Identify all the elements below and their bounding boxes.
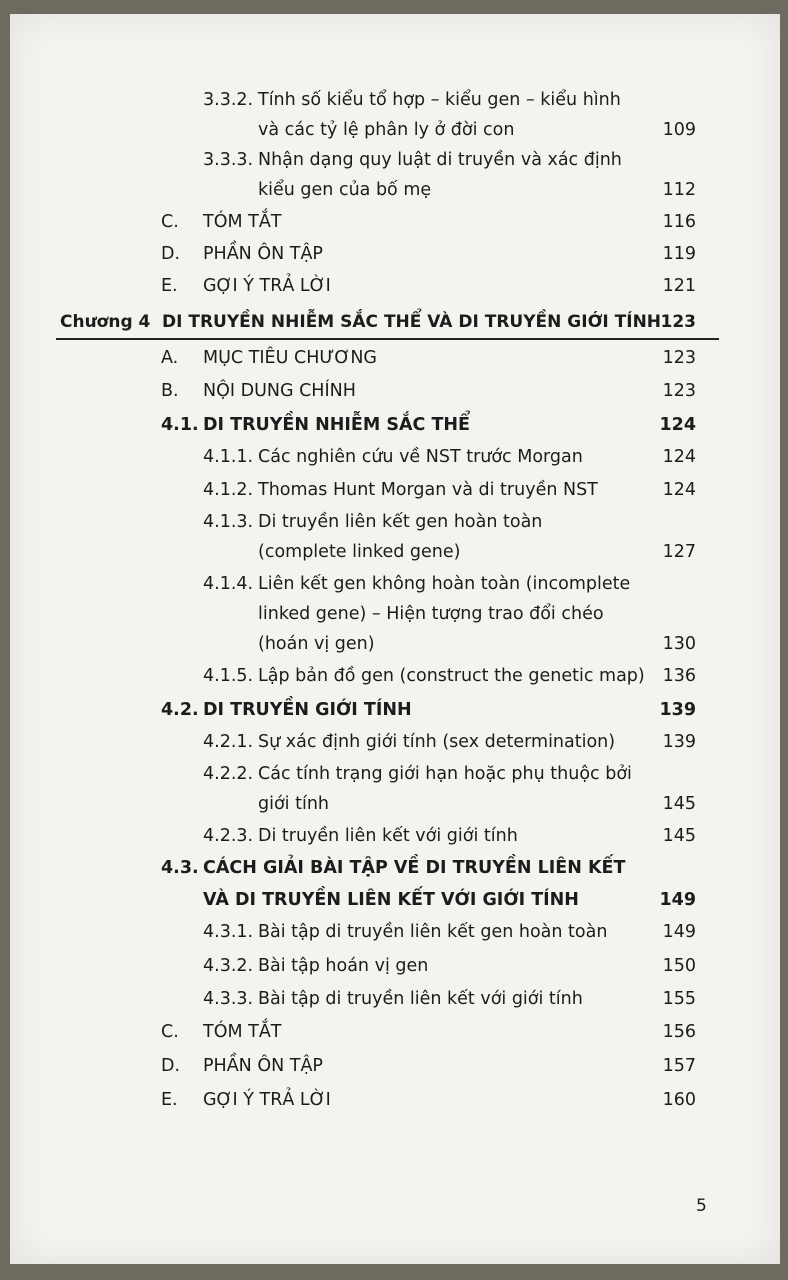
toc-entry-title: Di truyền liên kết với giới tính — [258, 826, 518, 846]
toc-entry-number: 4.2.1. — [203, 732, 254, 752]
toc-entry-number: D. — [161, 244, 181, 264]
toc-entry-page: 155 — [662, 989, 696, 1009]
toc-entry-page: 157 — [662, 1056, 696, 1076]
page-number: 5 — [696, 1196, 707, 1216]
toc-entry-page: 109 — [662, 120, 696, 140]
toc-entry-number: D. — [161, 1056, 181, 1076]
toc-entry-title: GỢI Ý TRẢ LỜI — [203, 276, 331, 296]
toc-entry-number: 4.1.2. — [203, 480, 254, 500]
toc-entry-number: 4.2.3. — [203, 826, 254, 846]
toc-entry-page: 145 — [662, 794, 696, 814]
toc-entry-number: A. — [161, 348, 179, 368]
toc-entry-title-cont: và các tỷ lệ phân ly ở đời con — [258, 120, 515, 140]
toc-entry-title: Liên kết gen không hoàn toàn (incomplete — [258, 574, 631, 594]
toc-entry-page: 121 — [662, 276, 696, 296]
toc-entry-title: NỘI DUNG CHÍNH — [203, 381, 356, 401]
toc-entry-page: 124 — [659, 415, 696, 435]
toc-entry-page: 116 — [662, 212, 696, 232]
toc-entry-title-cont: VÀ DI TRUYỀN LIÊN KẾT VỚI GIỚI TÍNH — [203, 890, 579, 910]
toc-entry-page: 156 — [662, 1022, 696, 1042]
toc-entry-title: TÓM TẮT — [203, 1022, 282, 1042]
toc-entry-page: 150 — [662, 956, 696, 976]
toc-entry-title: Sự xác định giới tính (sex determination) — [258, 732, 616, 752]
chapter-divider — [56, 338, 719, 340]
toc-entry-page: 123 — [662, 348, 696, 368]
toc-entry-number: 4.1.3. — [203, 512, 254, 532]
book-page — [10, 14, 780, 1264]
toc-entry-title: Bài tập di truyền liên kết với giới tính — [258, 989, 583, 1009]
toc-entry-title: DI TRUYỀN GIỚI TÍNH — [203, 700, 412, 720]
toc-entry-title: Thomas Hunt Morgan và di truyền NST — [258, 480, 598, 500]
toc-entry-page: 149 — [662, 922, 696, 942]
toc-entry-title: GỢI Ý TRẢ LỜI — [203, 1090, 331, 1110]
toc-entry-page: 139 — [659, 700, 696, 720]
toc-entry-title: Di truyền liên kết gen hoàn toàn — [258, 512, 543, 532]
toc-entry-title: Bài tập di truyền liên kết gen hoàn toàn — [258, 922, 608, 942]
toc-entry-title: PHẦN ÔN TẬP — [203, 1056, 323, 1076]
toc-entry-page: 119 — [662, 244, 696, 264]
toc-entry-page: 124 — [662, 447, 696, 467]
toc-entry-page: 139 — [662, 732, 696, 752]
chapter-page: 123 — [660, 312, 696, 332]
toc-entry-number: C. — [161, 1022, 179, 1042]
toc-entry-title: CÁCH GIẢI BÀI TẬP VỀ DI TRUYỀN LIÊN KẾT — [203, 858, 626, 878]
toc-entry-title: MỤC TIÊU CHƯƠNG — [203, 348, 377, 368]
toc-entry-number: 4.2.2. — [203, 764, 254, 784]
toc-entry-title-cont: giới tính — [258, 794, 330, 814]
toc-entry-number: 4.1.4. — [203, 574, 254, 594]
toc-entry-page: 149 — [659, 890, 696, 910]
toc-entry-number: 4.2. — [161, 700, 199, 720]
toc-entry-number: E. — [161, 1090, 178, 1110]
toc-entry-page: 136 — [662, 666, 696, 686]
toc-entry-number: 4.3.3. — [203, 989, 254, 1009]
toc-entry-number: 4.1. — [161, 415, 199, 435]
toc-entry-title: Các tính trạng giới hạn hoặc phụ thuộc bởi — [258, 764, 632, 784]
toc-entry-title: Tính số kiểu tổ hợp – kiểu gen – kiểu hình — [258, 90, 621, 110]
chapter-number: Chương 4 — [60, 312, 151, 332]
toc-entry-number: 3.3.3. — [203, 150, 254, 170]
toc-entry-number: C. — [161, 212, 179, 232]
toc-entry-page: 112 — [662, 180, 696, 200]
toc-entry-page: 123 — [662, 381, 696, 401]
toc-entry-page: 124 — [662, 480, 696, 500]
toc-entry-number: 3.3.2. — [203, 90, 254, 110]
toc-entry-title-cont: (hoán vị gen) — [258, 634, 375, 654]
toc-entry-page: 127 — [662, 542, 696, 562]
toc-entry-number: 4.3.1. — [203, 922, 254, 942]
toc-entry-number: E. — [161, 276, 178, 296]
toc-entry-title: TÓM TẮT — [203, 212, 282, 232]
toc-entry-title: Lập bản đồ gen (construct the genetic map) — [258, 666, 645, 686]
toc-entry-title: Bài tập hoán vị gen — [258, 956, 429, 976]
toc-entry-number: 4.3.2. — [203, 956, 254, 976]
toc-entry-title: PHẦN ÔN TẬP — [203, 244, 323, 264]
toc-entry-number: 4.1.1. — [203, 447, 254, 467]
toc-entry-page: 130 — [662, 634, 696, 654]
chapter-title: DI TRUYỀN NHIỄM SẮC THỂ VÀ DI TRUYỀN GIỚI TÍNH — [162, 312, 662, 332]
toc-entry-number: 4.1.5. — [203, 666, 254, 686]
toc-entry-page: 145 — [662, 826, 696, 846]
toc-entry-title-cont: linked gene) – Hiện tượng trao đổi chéo — [258, 604, 604, 624]
toc-entry-title-cont: kiểu gen của bố mẹ — [258, 180, 432, 200]
toc-entry-title: Nhận dạng quy luật di truyền và xác định — [258, 150, 622, 170]
toc-entry-number: 4.3. — [161, 858, 199, 878]
toc-entry-title: DI TRUYỀN NHIỄM SẮC THỂ — [203, 415, 471, 435]
toc-entry-title: Các nghiên cứu về NST trước Morgan — [258, 447, 583, 467]
toc-entry-page: 160 — [662, 1090, 696, 1110]
toc-entry-number: B. — [161, 381, 179, 401]
toc-entry-title-cont: (complete linked gene) — [258, 542, 461, 562]
